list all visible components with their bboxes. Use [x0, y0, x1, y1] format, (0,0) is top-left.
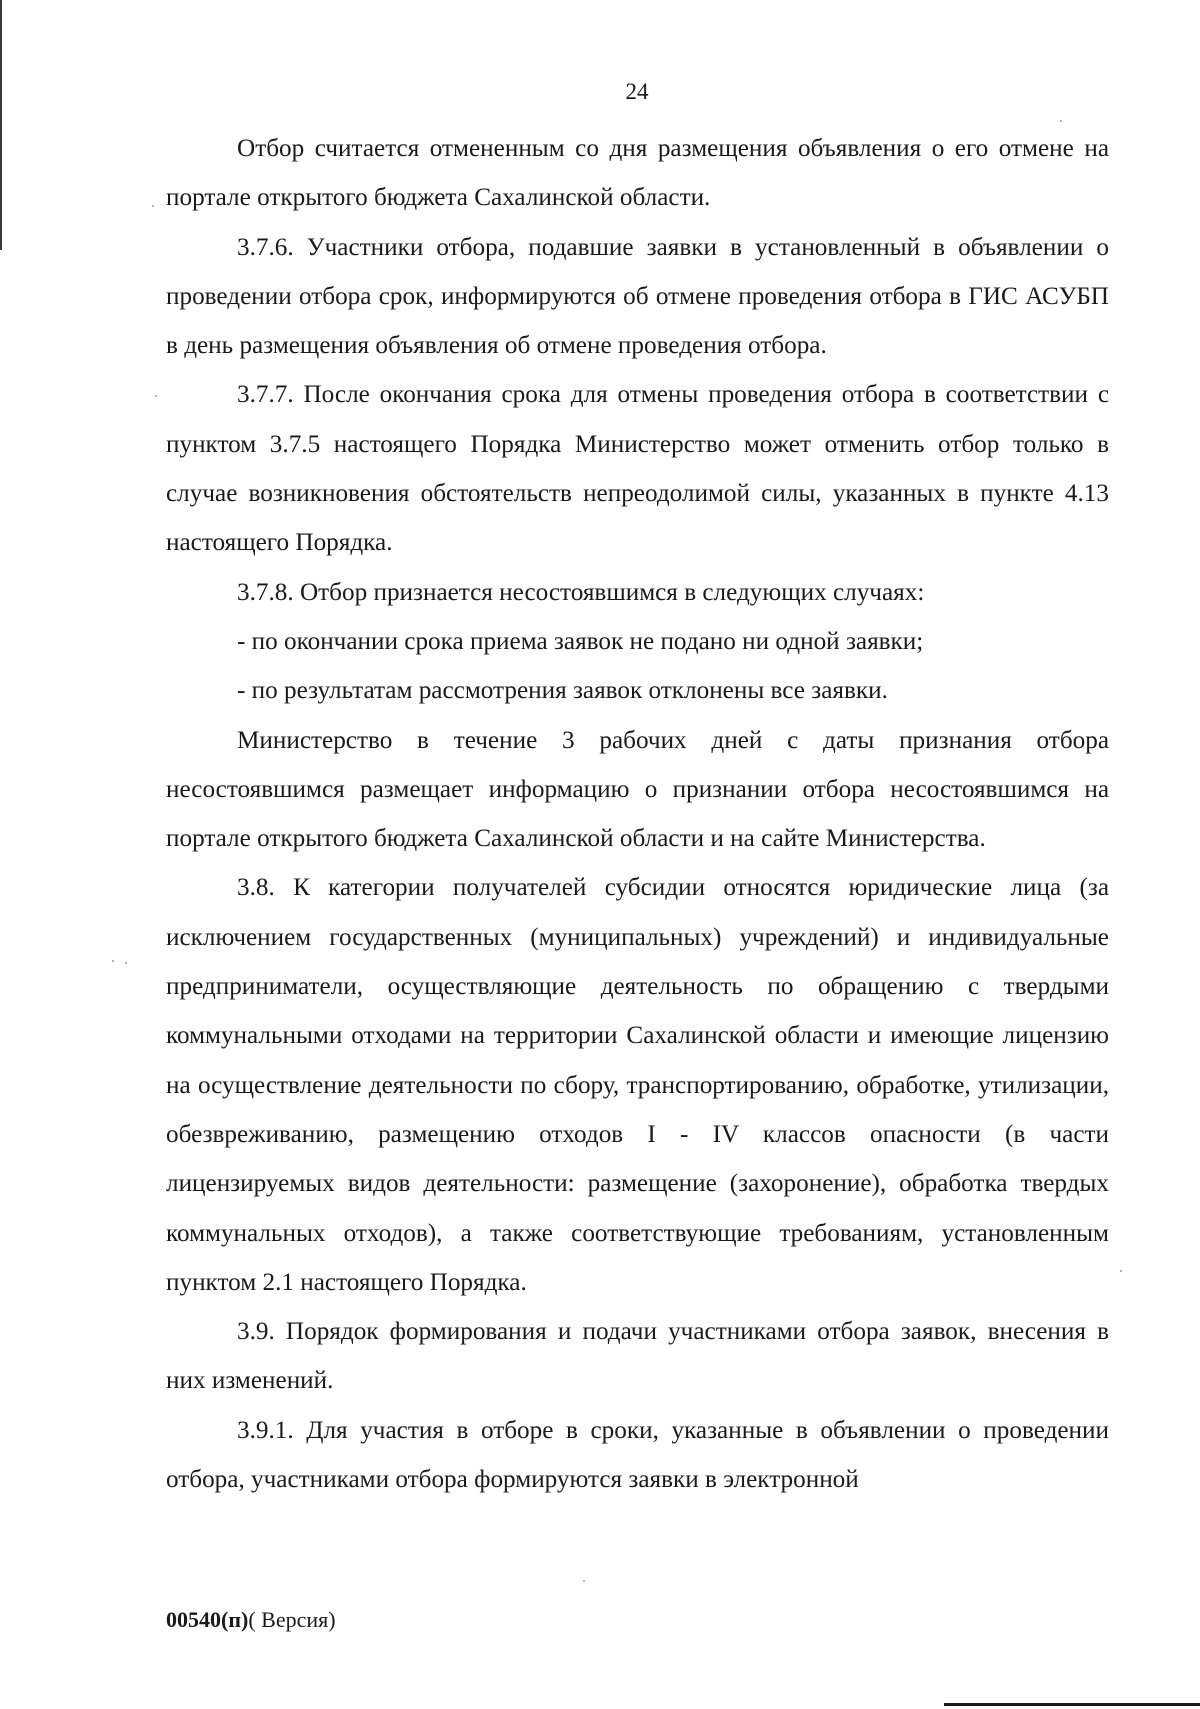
paragraph-3-7-8: 3.7.8. Отбор признается несостоявшимся в следующих случаях:	[237, 578, 925, 606]
scan-edge-line	[0, 0, 2, 250]
paragraph-3-7-7: 3.7.7. После окончания срока для отмены проведения отбора в соответствии с пунктом 3.7.5 настоящего Порядка Министерство может отменить отбор только в случае возникновения обстоятельств непреодолимой силы, указанных в пункте 4.13 настоящего Порядка.	[166, 381, 1109, 557]
scan-speck	[152, 205, 154, 207]
list-item-no-applications: - по окончании срока приема заявок не подано ни одной заявки;	[237, 627, 924, 655]
paragraph-3-9-1: 3.9.1. Для участия в отборе в сроки, указанные в объявлении о проведении отбора, участниками отбора формируются заявки в электронной	[166, 1416, 1109, 1494]
document-version: ( Версия)	[248, 1607, 336, 1632]
scan-speck	[1060, 120, 1062, 122]
paragraph-3-8: 3.8. К категории получателей субсидии относятся юридические лица (за исключением государственных (муниципальных) учреждений) и индивидуальные предприниматели, осуществляющие деятельность по обращению с твердыми коммунальными отходами на территории Сахалинской области и имеющие лицензию на осуществление деятельности по сбору, транспортированию, обработке, утилизации, обезвреживанию, размещению отходов I - IV классов опасности (в части лицензируемых видов деятельности: размещение (захоронение), обработка твердых коммунальных отходов), а также соответствующие требованиям, установленным пунктом 2.1 настоящего Порядка.	[166, 874, 1109, 1296]
scan-speck	[1120, 1270, 1122, 1272]
scan-speck	[583, 1580, 585, 1582]
scan-speck	[112, 960, 114, 962]
paragraph-selection-cancelled: Отбор считается отмененным со дня размещения объявления о его отмене на портале открытого бюджета Сахалинской области.	[166, 135, 1109, 212]
paragraph-ministry-notice: Министерство в течение 3 рабочих дней с даты признания отбора несостоявшимся размещает информацию о признании отбора несостоявшимся на портале открытого бюджета Сахалинской области и на сайте Министерства.	[166, 726, 1109, 853]
scan-speck	[125, 962, 127, 964]
document-code: 00540(п)	[166, 1607, 249, 1632]
page-number: 24	[625, 79, 649, 104]
bottom-rule	[944, 1703, 1200, 1706]
paragraph-3-7-6: 3.7.6. Участники отбора, подавшие заявки в установленный в объявлении о проведении отбора срок, информируются об отмене проведения отбора в ГИС АСУБП в день размещения объявления об отмене проведения отбора.	[166, 233, 1109, 360]
document-footer	[166, 1600, 336, 1640]
document-body	[166, 124, 1109, 1504]
scan-speck	[155, 395, 157, 397]
paragraph-3-9: 3.9. Порядок формирования и подачи участниками отбора заявок, внесения в них изменений.	[166, 1318, 1109, 1395]
list-item-all-rejected: - по результатам рассмотрения заявок отклонены все заявки.	[237, 677, 888, 705]
